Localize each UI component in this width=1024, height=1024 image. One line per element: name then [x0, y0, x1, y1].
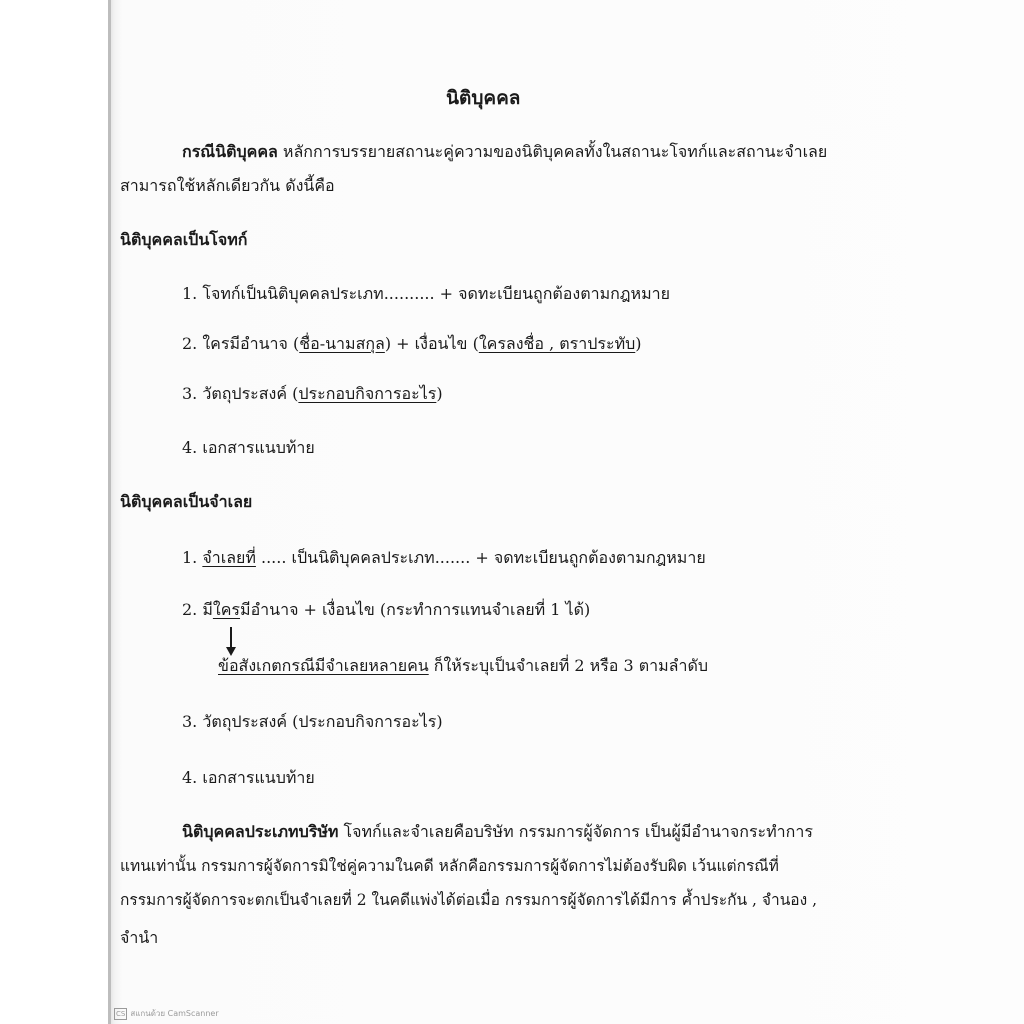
- defendant-note-text: ก็ให้ระบุเป็นจำเลยที่ 2 หรือ 3 ตามลำดับ: [428, 656, 709, 675]
- camscanner-logo-icon: CS: [116, 1010, 126, 1018]
- plaintiff-item-2: [182, 334, 642, 354]
- defendant-item-1: [182, 548, 706, 568]
- plaintiff-item-2-text: 2. ใครมีอำนาจ (: [182, 334, 300, 353]
- defendant-item-1-num: 1.: [182, 548, 203, 567]
- plaintiff-item-3: [182, 384, 443, 404]
- plaintiff-item-3-purpose: ประกอบกิจการอะไร: [298, 384, 437, 403]
- defendant-heading: นิติบุคคลเป็นจำเลย: [120, 492, 253, 511]
- defendant-item-1-text: ..... เป็นนิติบุคคลประเภท....... + จดทะเบียนถูกต้องตามกฎหมาย: [255, 548, 706, 567]
- page-binding-edge: [108, 0, 111, 1024]
- plaintiff-item-2-name: ชื่อ-นามสกุล: [299, 334, 385, 353]
- company-line-1: [182, 822, 813, 842]
- company-line-4: จำนำ: [120, 928, 159, 947]
- intro-rest: หลักการบรรยายสถานะคู่ความของนิติบุคคลทั้งในสถานะโจทก์และสถานะจำเลย: [277, 142, 828, 161]
- camscanner-watermark: [114, 1008, 219, 1020]
- defendant-item-2-text: 2. มี: [182, 600, 213, 619]
- plaintiff-item-3-close: ): [436, 384, 443, 403]
- camscanner-label: สแกนด้วย CamScanner: [130, 1009, 219, 1018]
- plaintiff-item-2-close: ): [635, 334, 642, 353]
- plaintiff-item-2-text-2: ) + เงื่อนไข (: [384, 334, 479, 353]
- defendant-item-2-rest: มีอำนาจ + เงื่อนไข (กระทำการแทนจำเลยที่ 1 ได้): [240, 600, 591, 619]
- page-title: นิติบุคคล: [446, 87, 521, 109]
- defendant-note: [218, 656, 708, 676]
- plaintiff-heading: นิติบุคคลเป็นโจทก์: [120, 230, 248, 249]
- plaintiff-item-2-condition: ใครลงชื่อ , ตราประทับ: [478, 334, 636, 353]
- defendant-item-4: 4. เอกสารแนบท้าย: [182, 768, 315, 787]
- defendant-item-2: [182, 600, 590, 620]
- intro-lead: กรณีนิติบุคคล: [182, 142, 278, 161]
- defendant-note-label: ข้อสังเกตกรณีมีจำเลยหลายคน: [218, 656, 429, 675]
- defendant-item-1-label: จำเลยที่: [202, 548, 256, 567]
- company-line-3: กรรมการผู้จัดการจะตกเป็นจำเลยที่ 2 ในคดีแพ่งได้ต่อเมื่อ กรรมการผู้จัดการได้มีการ ค้ำประกัน , จำนอง ,: [120, 891, 818, 909]
- plaintiff-item-1: 1. โจทก์เป็นนิติบุคคลประเภท.......... + จดทะเบียนถูกต้องตามกฎหมาย: [182, 284, 670, 303]
- intro-line-1: [182, 142, 827, 162]
- company-lead: นิติบุคคลประเภทบริษัท: [182, 822, 339, 841]
- plaintiff-item-3-text: 3. วัตถุประสงค์ (: [182, 384, 299, 403]
- defendant-item-2-who: ใคร: [212, 600, 241, 619]
- company-line-1-text: โจทก์และจำเลยคือบริษัท กรรมการผู้จัดการ เป็นผู้มีอำนาจกระทำการ: [338, 822, 813, 841]
- company-line-2: แทนเท่านั้น กรรมการผู้จัดการมิใช่คู่ความในคดี หลักคือกรรมการผู้จัดการไม่ต้องรับผิด เว้นแต่กรณีที่: [120, 857, 779, 875]
- down-arrow-icon: [226, 627, 236, 657]
- intro-line-2: สามารถใช้หลักเดียวกัน ดังนี้คือ: [120, 176, 335, 195]
- defendant-item-3: 3. วัตถุประสงค์ (ประกอบกิจการอะไร): [182, 712, 443, 731]
- plaintiff-item-4: 4. เอกสารแนบท้าย: [182, 438, 315, 457]
